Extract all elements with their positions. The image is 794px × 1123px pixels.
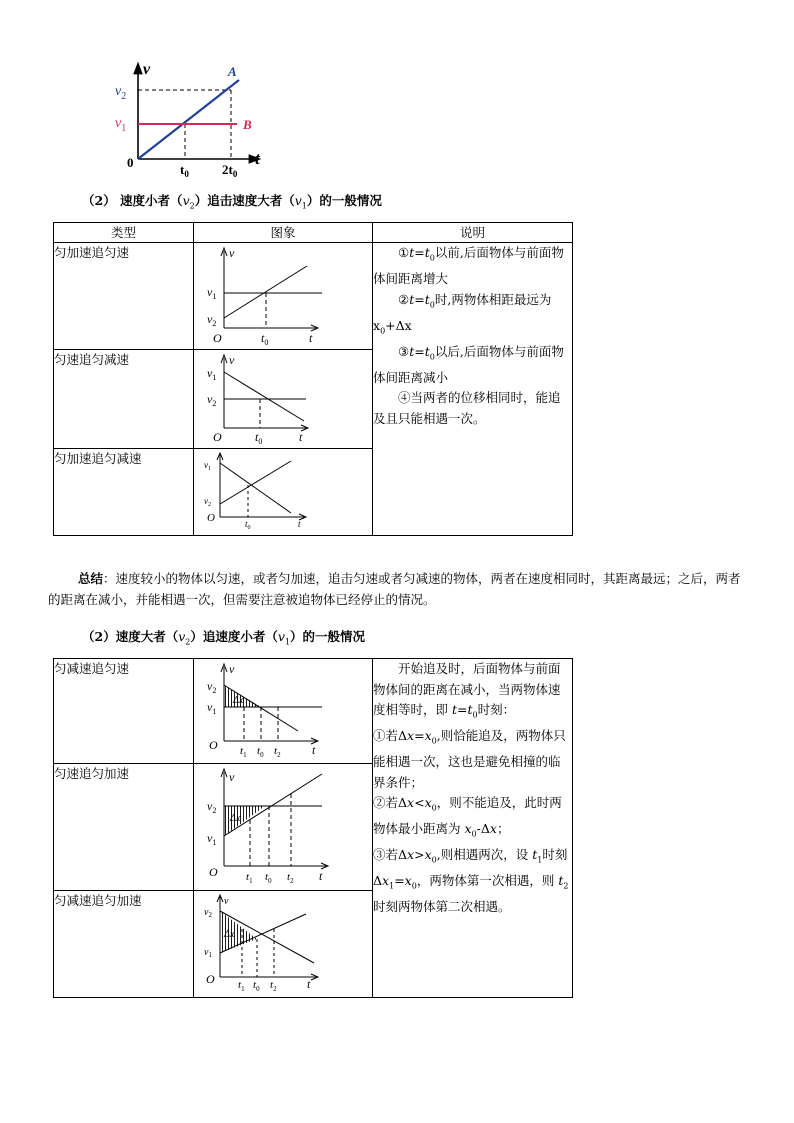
desc2-item1: ①若$\Delta x=x_0$,则恰能追及，两物体只能相遇一次，这也是避免相撞的临界条件；	[373, 728, 566, 790]
table1-row2-graph	[194, 350, 373, 449]
svg-text:t: t	[299, 430, 303, 444]
svg-text:v1: $v_1$	[204, 460, 211, 472]
svg-text:v2: $v_2$	[204, 907, 212, 919]
col-desc-header: 说明	[373, 223, 573, 243]
svg-text:t0: $t_0$	[255, 430, 263, 444]
svg-text:O: O	[209, 738, 218, 752]
desc1-item3: $③t=t_0$以后,后面物体与前面物体间距离减小	[373, 343, 564, 385]
section2-heading: （2）速度大者$(v_2)$追速度小者$(v_1)$的一般情况	[82, 629, 366, 647]
svg-text:t0: $t_0$	[245, 519, 251, 531]
svg-text:v1: $v_1$	[207, 700, 217, 716]
table1-row2-type: 匀速追匀减速	[54, 350, 194, 449]
svg-text:O: O	[206, 972, 215, 986]
svg-text:t0: $t_0$	[253, 979, 260, 993]
summary-text: ：速度较小的物体以匀速，或者匀加速，追击匀速或者匀减速的物体，两者在速度相同时，其距离最远；之后，两者的距离在减小，并能相遇一次，但需要注意被追物体已经停止的情况。	[48, 571, 741, 607]
col-graph-header: 图象	[194, 223, 373, 243]
table2-row3-type: 匀减速追匀加速	[54, 891, 194, 998]
svg-text:t2: $t_2$	[274, 745, 281, 759]
line-a	[138, 80, 239, 159]
svg-text:O: O	[213, 430, 222, 444]
desc2-item3: ③若$\Delta x>x_0$,则相遇两次，设 $t_1$时刻$\Delta x_1=x_0$，两物体第一次相遇，则 $t_2$时刻两物体第二次相遇。	[373, 847, 569, 914]
svg-text:v2: $v_2$	[207, 312, 217, 328]
v2-label: $v_2$	[115, 84, 127, 102]
axis-v-label: v	[143, 61, 151, 78]
2t0-label: $2t_0$	[222, 162, 238, 179]
svg-text:t0: $t_0$	[257, 745, 264, 759]
svg-text:t0: $t_0$	[261, 331, 269, 345]
table2-row2-type: 匀速追匀加速	[54, 764, 194, 891]
col-type-header: 类型	[54, 223, 194, 243]
table2	[53, 658, 573, 998]
v1-label: $v_1$	[115, 116, 127, 134]
line-a-label: A	[228, 64, 237, 79]
svg-text:O: O	[213, 331, 222, 345]
svg-text:t: t	[298, 519, 301, 529]
table1-row1-type: 匀加速追匀速	[54, 243, 194, 350]
section1-heading: （2） 速度小者$(v_2)$追击速度大者$(v_1)$的一般情况	[82, 193, 382, 211]
svg-text:t1: $t_1$	[246, 871, 253, 885]
table2-row1-type: 匀减速追匀速	[54, 659, 194, 764]
svg-text:O: O	[209, 865, 218, 879]
table1-row1-graph	[194, 243, 373, 350]
svg-text:v: v	[229, 662, 235, 676]
svg-text:t2: $t_2$	[270, 979, 277, 993]
summary-label: 总结	[78, 571, 104, 586]
table2-row3-graph	[194, 891, 373, 998]
svg-text:t: t	[312, 743, 316, 757]
svg-text:v2: $v_2$	[207, 799, 217, 815]
svg-text:O: O	[207, 512, 215, 524]
svg-text:t2: $t_2$	[287, 871, 294, 885]
svg-text:v: v	[224, 896, 229, 907]
dx-label-3: Δx	[224, 929, 235, 940]
top-velocity-graph	[105, 58, 280, 183]
svg-text:v2: $v_2$	[204, 496, 211, 508]
t0-label: $t_0$	[180, 162, 189, 179]
svg-text:t1: $t_1$	[240, 745, 247, 759]
svg-text:v1: $v_1$	[207, 366, 217, 382]
table2-row1-graph	[194, 659, 373, 764]
svg-text:t: t	[307, 977, 311, 991]
desc1-item4: ④当两者的位移相同时，能追及且只能相遇一次。	[373, 390, 561, 426]
table1	[53, 222, 573, 536]
svg-text:v2: $v_2$	[207, 392, 217, 408]
table2-description	[373, 659, 573, 998]
summary-paragraph	[48, 568, 748, 610]
svg-text:t: t	[309, 331, 313, 345]
axis-t-label: t	[255, 149, 260, 168]
svg-text:v: v	[229, 770, 235, 784]
desc2-item2: ②若$\Delta x<x_0$，则不能追及，此时两物体最小距离为 $x_0-\Delta x$；	[373, 795, 562, 839]
dx-label-1: Δx	[233, 695, 244, 706]
svg-text:v1: $v_1$	[207, 831, 217, 847]
svg-text:t: t	[319, 869, 323, 883]
desc2-intro: 开始追及时，后面物体与前面物体间的距离在减小，当两物体速度相等时，即 $t=t_0$时刻：	[373, 661, 561, 720]
origin-label: 0	[127, 155, 134, 170]
svg-text:v2: $v_2$	[207, 679, 217, 695]
svg-text:t1: $t_1$	[238, 979, 245, 993]
table1-description	[373, 243, 573, 536]
dx-label-2: Δx	[230, 813, 241, 824]
g1-v: v	[229, 246, 235, 260]
table1-row3-graph	[194, 449, 373, 536]
desc1-item1: $①t=t_0$以前,后面物体与前面物体间距离增大	[373, 245, 564, 286]
desc1-item2: $②t=t_0$时,两物体相距最远为 $x_0+\Delta x$	[373, 291, 552, 335]
table1-row3-type: 匀加速追匀减速	[54, 449, 194, 536]
svg-text:v: v	[229, 353, 235, 367]
svg-text:v1: $v_1$	[207, 285, 217, 301]
svg-text:v1: $v_1$	[204, 947, 212, 959]
table2-row2-graph	[194, 764, 373, 891]
line-b-label: B	[243, 117, 252, 132]
svg-text:t0: $t_0$	[265, 871, 272, 885]
